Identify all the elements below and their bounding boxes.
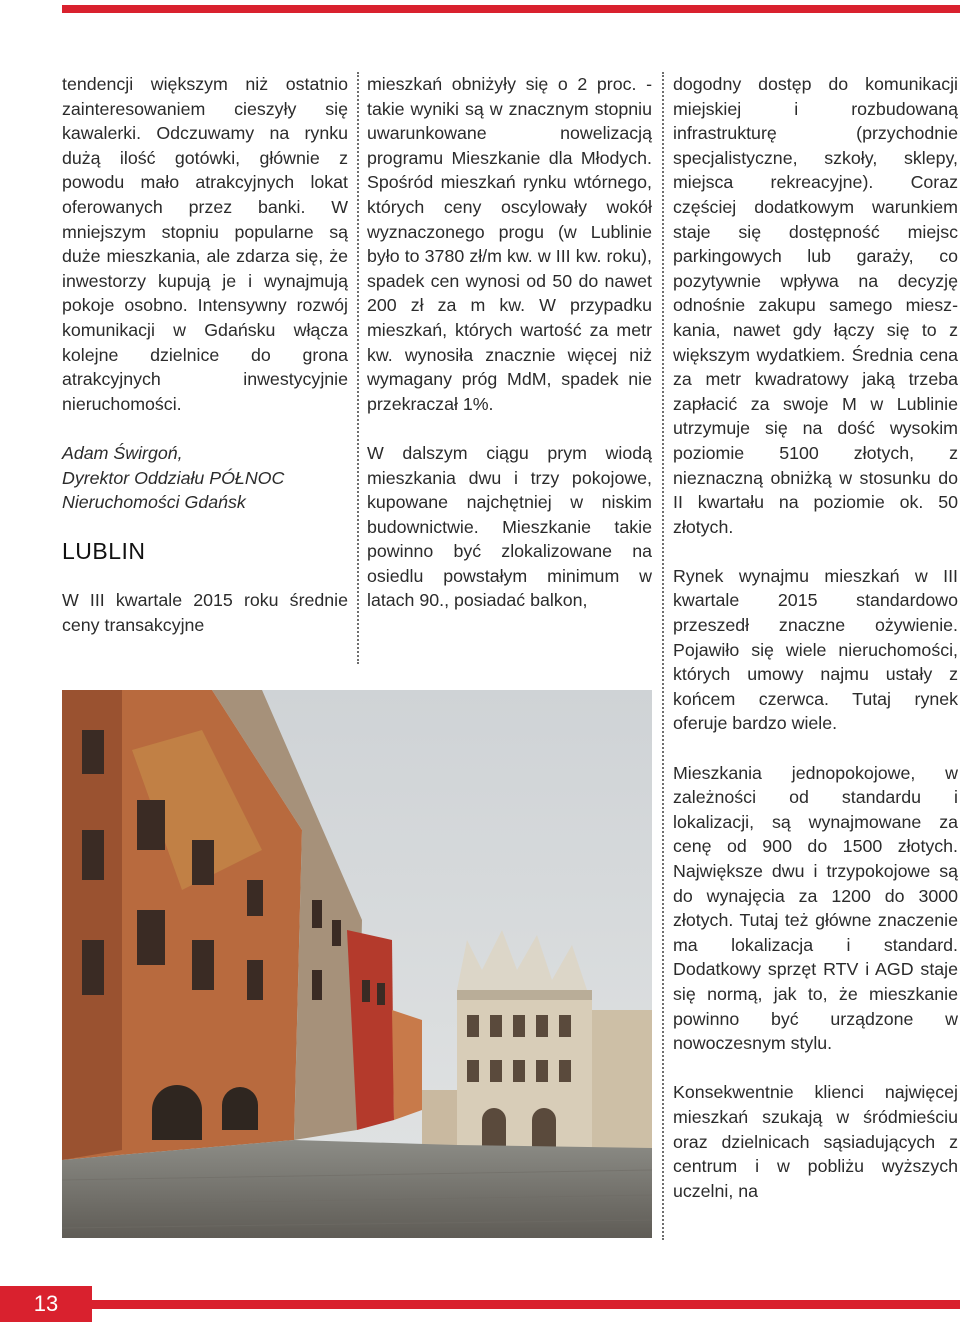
column3-paragraph-2: Rynek wynajmu mieszkań w III kwartale 2015 standardowo przeszedł znaczne ożywienie. Pojawiło się wiele nieruchomości, których umowy najmu ustały z końcem czerwca. Tutaj rynek oferuje bardzo wiele. <box>673 565 958 734</box>
bottom-red-rule <box>92 1300 960 1309</box>
column-divider-1 <box>357 72 359 664</box>
column2-paragraph-2: W dalszym ciągu prym wiodą mieszkania dwu i trzy pokojowe, kupowane najchętniej w niskim budownictwie. Mieszkanie takie powinno być zlokalizowane na osiedlu powstałym minimum w latach 90., posiadać balkon, <box>367 442 652 611</box>
column1-paragraph-1: tendencji większym niż ostatnio zainteresowaniem cieszyły się kawalerki. Odczuwamy na rynku dużą ilość gotówki, głównie z powodu mało atrakcyjnych lokat oferowanych przez banki. W mniejszym stopniu popularne są duże mieszkania, ale zdarza się, że inwestorzy kupują je i wynajmują pokoje osobno. Intensywny rozwój komunikacji w Gdańsku włącza kolejne dzielnice do grona atrakcyjnych inwestycyjnie nieruchomości. <box>62 74 348 414</box>
top-red-rule <box>62 5 960 13</box>
column1-paragraph-2: W III kwartale 2015 roku średnie ceny transakcyjne <box>62 590 348 636</box>
article-column-3 <box>673 72 958 1203</box>
lublin-old-town-photo <box>62 690 652 1238</box>
author-signature <box>62 441 348 515</box>
column-divider-2 <box>662 72 664 1240</box>
article-column-2 <box>367 72 652 613</box>
article-column-1 <box>62 72 348 638</box>
column3-paragraph-4: Konsekwentnie klienci najwięcej mieszkań szukają w śródmieściu oraz dzielnicach sąsiadujących z centrum i w pobliżu wyższych uczelni, na <box>673 1082 958 1201</box>
author-name: Adam Świrgoń, <box>62 442 183 463</box>
column2-paragraph-1: mieszkań obniżyły się o 2 proc. - takie wyniki są w znacznym stopniu uwarunkowane nowelizacją programu Mieszkanie dla Młodych. Spośród mieszkań rynku wtórnego, których ceny oscylowały wokół wyznaczonego progu (w Lublinie było to 3780 zł/m kw. w III kw. roku), spadek cen wynosi od 50 do nawet 200 zł za m kw. W przypadku mieszkań, których wartość za metr kw. wynosiła znacznie więcej niż wymagany próg MdM, spadek nie przekraczał 1%. <box>367 74 652 414</box>
column3-paragraph-1: dogodny dostęp do komunikacji miejskiej i rozbudowaną infrastrukturę (przychodnie specjalistyczne, szkoły, sklepy, miejsca rekreacyjne). Coraz częściej dodatkowym warunkiem staje się dostępność miejsc parkingowych lub garaży, co pozytywnie wpływa na decyzję odnośnie zakupu samego mieszkania, nawet gdy łączy się to z większym wydatkiem. Średnia cena za metr kwadratowy jaką trzeba zapłacić za swoje M w Lublinie utrzymuje się na dość wysokim poziomie 5100 złotych, z nieznaczną obniżką w stosunku do II kwartału na poziomie ok. 50 złotych. <box>673 74 958 537</box>
page-number: 13 <box>0 1286 92 1322</box>
section-heading-lublin: LUBLIN <box>62 538 146 565</box>
author-role: Dyrektor Oddziału PÓŁNOC <box>62 467 285 488</box>
photo-cobblestone-square <box>62 1140 652 1238</box>
column3-paragraph-3: Mieszkania jednopokojowe, w zależności od standardu i lokalizacji, są wynajmowane za cenę od 900 do 1500 złotych. Największe dwu i trzypokojowe są do wynajęcia za 1200 do 3000 złotych. Tutaj też główne znaczenie ma lokalizacja i standard. Dodatkowy sprzęt RTV i AGD staje się normą, jak to, że mieszkanie powinno być urządzone w nowoczesnym stylu. <box>673 762 958 1054</box>
author-company: Nieruchomości Gdańsk <box>62 492 246 513</box>
